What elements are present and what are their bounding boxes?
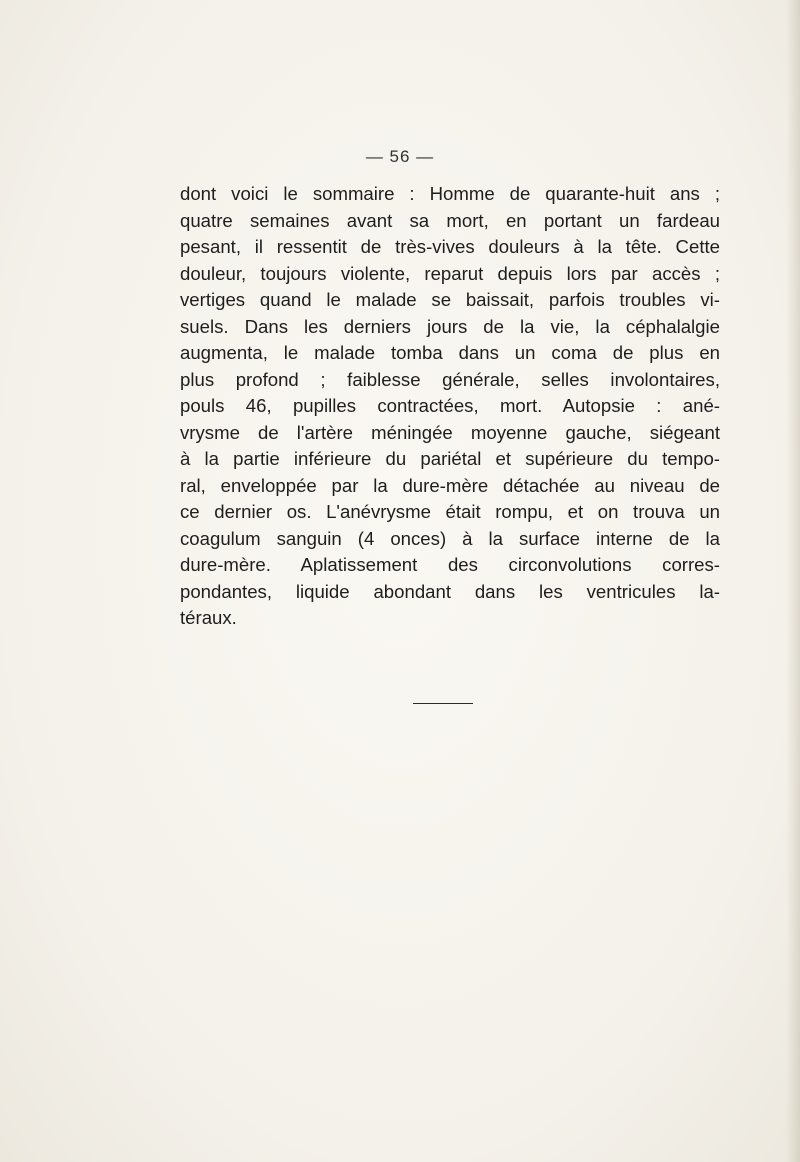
text-line: pondantes, liquide abondant dans les ventricules la-	[180, 580, 720, 602]
text-line: augmenta, le malade tomba dans un coma de plus en	[180, 342, 720, 363]
page-edge-shadow	[786, 0, 800, 1162]
text-line: ral, enveloppée par la dure-mère détachée au niveau de	[180, 474, 720, 496]
text-line: téraux.	[180, 607, 237, 628]
text-line: pouls 46, pupilles contractées, mort. Autopsie : ané-	[180, 395, 720, 416]
text-line: suels. Dans les derniers jours de la vie, la céphalalgie	[180, 315, 720, 337]
page-number: — 56 —	[365, 147, 435, 166]
text-line: quatre semaines avant sa mort, en portant un fardeau	[180, 209, 720, 231]
text-line: plus profond ; faiblesse générale, selles involontaires,	[180, 368, 720, 390]
text-line: douleur, toujours violente, reparut depuis lors par accès ;	[180, 262, 720, 284]
text-line: à la partie inférieure du pariétal et supérieure du tempo-	[180, 448, 720, 469]
text-line: vertiges quand le malade se baissait, parfois troubles vi-	[180, 289, 720, 310]
text-line: ce dernier os. L'anévrysme était rompu, et on trouva un	[180, 501, 720, 522]
body-paragraph	[180, 181, 720, 632]
section-divider-rule	[413, 703, 473, 704]
text-line: dont voici le sommaire : Homme de quarante-huit ans ;	[180, 183, 720, 204]
text-line: vrysme de l'artère méningée moyenne gauche, siégeant	[180, 421, 720, 443]
text-line: pesant, il ressentit de très-vives douleurs à la tête. Cette	[180, 236, 720, 257]
text-line: dure-mère. Aplatissement des circonvolutions corres-	[180, 554, 720, 575]
text-line: coagulum sanguin (4 onces) à la surface interne de la	[180, 527, 720, 549]
